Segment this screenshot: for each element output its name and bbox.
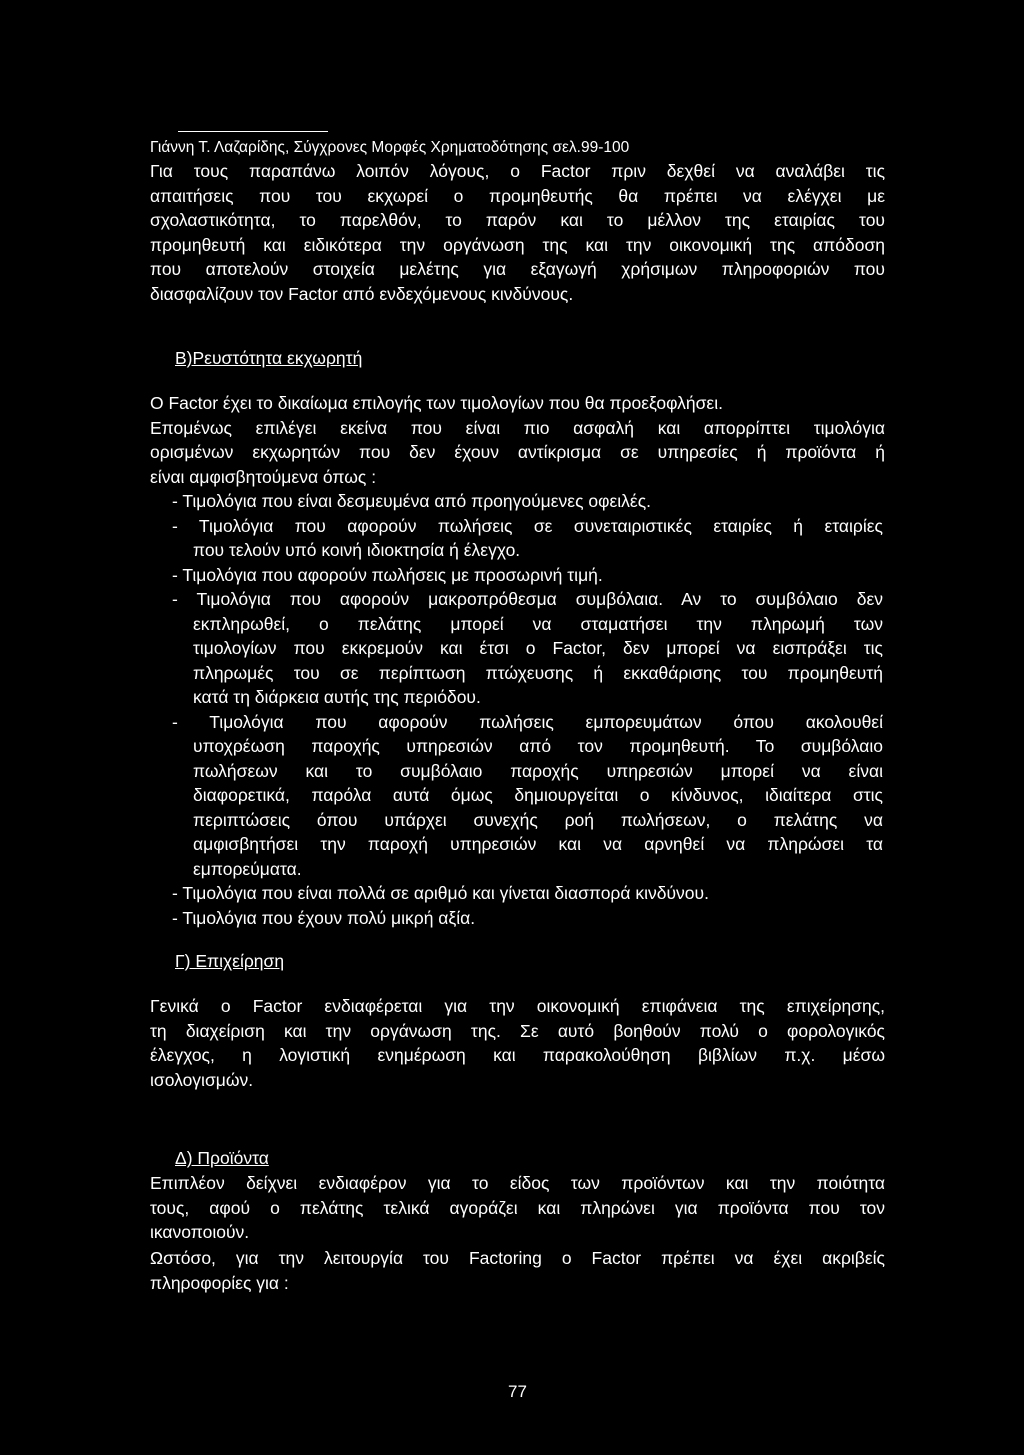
text-line: είναι αμφισβητούμενα όπως : <box>150 466 377 487</box>
paragraph-3 <box>150 994 885 1092</box>
text-line: που τελούν υπό κοινή ιδιοκτησία ή έλεγχο. <box>193 540 521 560</box>
text-line: εμπορεύματα. <box>193 858 302 879</box>
list-item <box>172 906 883 931</box>
text-line: Επομένως επιλέγει εκείνα που είναι πιο ασφαλή και απορρίπτει τιμολόγια <box>150 417 885 438</box>
text-line: - Τιμολόγια που αφορούν πωλήσεις εμπορευμάτων όπου ακολουθεί <box>172 711 883 732</box>
text-line: περιπτώσεις όπου υπάρχει συνεχής ροή πωλήσεων, ο πελάτης να <box>193 809 883 830</box>
invoice-list <box>172 489 883 930</box>
text-line: - Τιμολόγια που αφορούν πωλήσεις σε συνεταιριστικές εταιρίες ή εταιρίες <box>172 515 883 536</box>
text-line: πληροφορίες για : <box>150 1272 289 1293</box>
text-line: έλεγχος, η λογιστική ενημέρωση και παρακολούθηση βιβλίων π.χ. μέσω <box>150 1045 885 1065</box>
text-line: διαφορετικά, παρόλα αυτά όμως δημιουργείται ο κίνδυνος, ιδιαίτερα στις <box>193 785 883 805</box>
text-line: αμφισβητήσει την παροχή υπηρεσιών και να αρνηθεί να πληρώσει τα <box>193 834 883 854</box>
text-line: που αποτελούν στοιχεία μελέτης για εξαγωγή χρήσιμων πληροφοριών που <box>150 259 885 279</box>
text-line: εκπληρωθεί, ο πελάτης μπορεί να σταματήσει την πληρωμή των <box>193 613 883 634</box>
text-line: ορισμένων εκχωρητών που δεν έχουν αντίκρισμα σε υπηρεσίες ή προϊόντα ή <box>150 442 885 462</box>
section-heading-c: Γ) Επιχείρηση <box>175 951 285 971</box>
footnote-rule <box>178 131 328 132</box>
text-line: κατά τη διάρκεια αυτής της περιόδου. <box>193 687 481 707</box>
text-line: Ο Factor έχει το δικαίωμα επιλογής των τιμολογίων που θα προεξοφλήσει. <box>150 393 723 413</box>
list-item <box>172 514 883 563</box>
text-line: πληρωμές του σε περίπτωση πτώχευσης ή εκκαθάρισης του προμηθευτή <box>193 662 883 683</box>
list-item <box>172 563 883 588</box>
text-line: - Τιμολόγια που αφορούν πωλήσεις με προσωρινή τιμή. <box>172 564 603 585</box>
paragraph-5 <box>150 1246 885 1295</box>
text-line: προμηθευτή και ειδικότερα την οργάνωση της και την οικονομική της απόδοση <box>150 234 885 255</box>
text-line: Ωστόσο, για την λειτουργία του Factoring ο Factor πρέπει να έχει ακριβείς <box>150 1248 885 1268</box>
text-line: ικανοποιούν. <box>150 1222 250 1242</box>
text-line: υποχρέωση παροχής υπηρεσιών από τον προμηθευτή. Το συμβόλαιο <box>193 736 883 756</box>
list-item <box>172 587 883 710</box>
section-heading-b: Β)Ρευστότητα εκχωρητή <box>175 348 363 368</box>
text-line: - Τιμολόγια που έχουν πολύ μικρή αξία. <box>172 907 476 928</box>
text-line: σχολαστικότητα, το παρελθόν, το παρόν και το μέλλον της εταιρίας του <box>150 210 885 230</box>
footnote: Γιάννη Τ. Λαζαρίδης, Σύγχρονες Μορφές Χρηματοδότησης σελ.99-100 <box>150 139 630 156</box>
text-line: διασφαλίζουν τον Factor από ενδεχόμενους κινδύνους. <box>150 283 574 304</box>
paragraph-1 <box>150 159 885 306</box>
text-line: τη διαχείριση και την οργάνωση της. Σε αυτό βοηθούν πολύ ο φορολογικός <box>150 1020 885 1041</box>
text-line: ισολογισμών. <box>150 1069 254 1090</box>
list-item <box>172 881 883 906</box>
list-item <box>172 710 883 882</box>
paragraph-2 <box>150 391 885 489</box>
page-number: 77 <box>508 1382 527 1401</box>
text-line: - Τιμολόγια που είναι δεσμευμένα από προηγούμενες οφειλές. <box>172 491 652 511</box>
paragraph-4 <box>150 1171 885 1245</box>
text-line: - Τιμολόγια που αφορούν μακροπρόθεσμα συμβόλαια. Αν το συμβόλαιο δεν <box>172 589 883 609</box>
text-line: πωλήσεων και το συμβόλαιο παροχής υπηρεσιών μπορεί να είναι <box>193 760 883 781</box>
text-line: τιμολογίων που εκκρεμούν και έτσι ο Factor, δεν μπορεί να εισπράξει τις <box>193 638 883 658</box>
section-heading-d: Δ) Προϊόντα <box>175 1148 269 1168</box>
text-line: τους, αφού ο πελάτης τελικά αγοράζει και πληρώνει για προϊόντα που τον <box>150 1197 885 1218</box>
text-line: Για τους παραπάνω λοιπόν λόγους, ο Factor πριν δεχθεί να αναλάβει τις <box>150 161 885 181</box>
text-line: απαιτήσεις που του εκχωρεί ο προμηθευτής θα πρέπει να ελέγχει με <box>150 185 885 206</box>
text-line: - Τιμολόγια που είναι πολλά σε αριθμό και γίνεται διασπορά κινδύνου. <box>172 883 709 903</box>
text-line: Επιπλέον δείχνει ενδιαφέρον για το είδος των προϊόντων και την ποιότητα <box>150 1173 885 1193</box>
text-line: Γενικά ο Factor ενδιαφέρεται για την οικονομική επιφάνεια της επιχείρησης, <box>150 996 885 1016</box>
list-item <box>172 489 883 514</box>
